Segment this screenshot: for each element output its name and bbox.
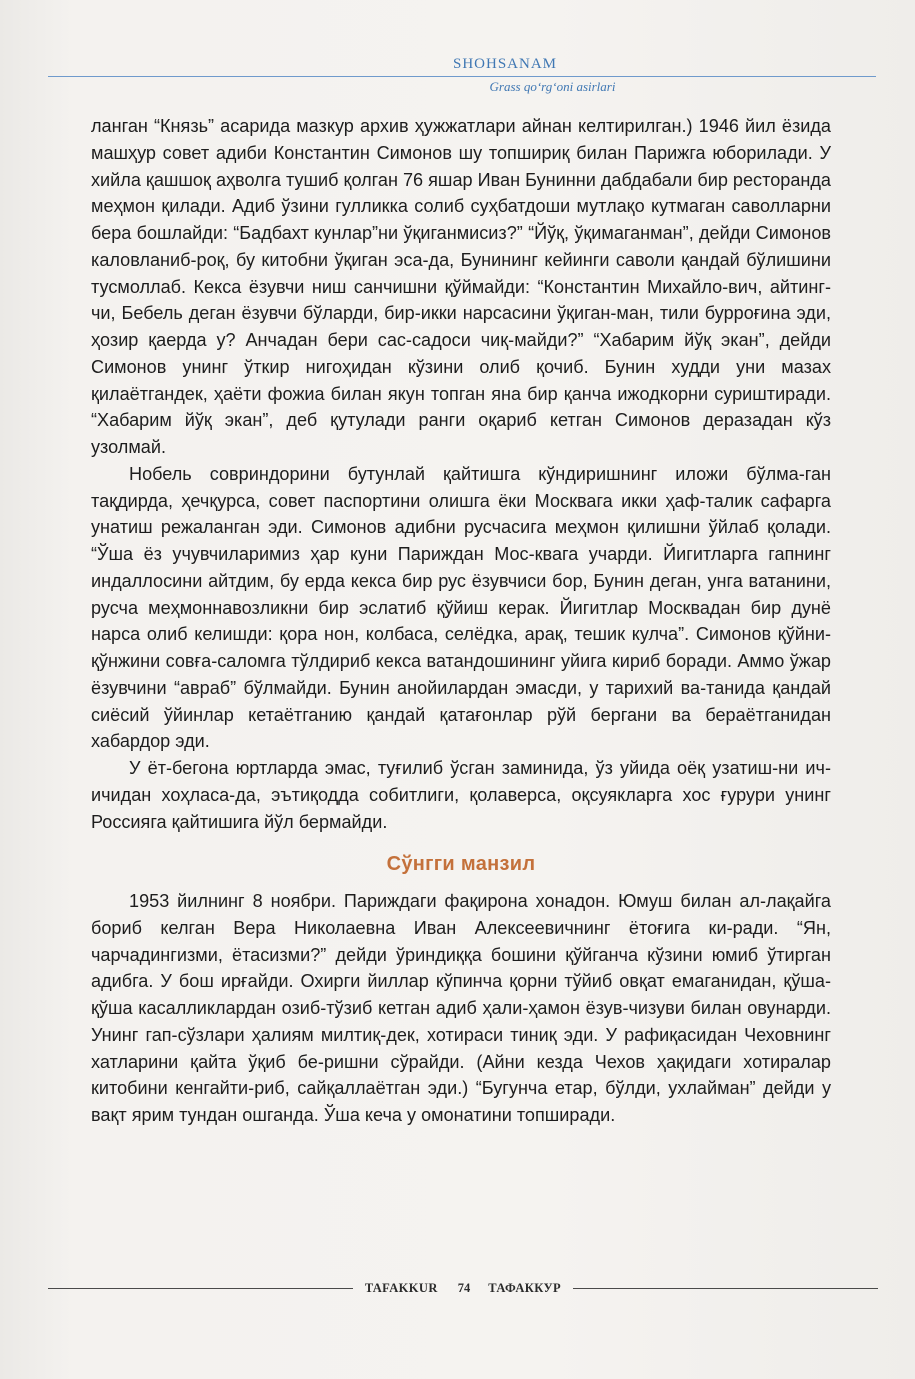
header-subtitle: Grass qo‘rg‘oni asirlari: [489, 79, 616, 94]
paragraph: Нобель совриндорини бутунлай қайтишга кўндиришнинг иложи бўлма-ган тақдирда, ҳечқурса, совет паспортини олишга ёки Москвага икки ҳаф-талик сафарга унатиш режаланган эди. Симонов адибни русчасига меҳмон қилишни ўйлаб қолади. “Ўша ёз учувчиларимиз ҳар куни Париждан Мос-квага учарди. Йигитларга гапнинг индаллосини айтдим, бу ерда кекса бир рус ёзувчиси бор, Бунин деган, унга ватанини, русча меҳмоннавозликни бир эслатиб қўйиш керак. Йигитлар Москвадан бир дунё нарса олиб келишди: қора нон, колбаса, селёдка, арақ, тешик кулча”. Симонов қўйни-қўнжини совға-саломга тўлдириб кекса ватандошининг уйига кириб боради. Аммо ўжар ёзувчини “авраб” бўлмайди. Бунин анойилардан эмасди, у тарихий ва-танида қандай сиёсий ўйинлар кетаётганию қандай қатағонлар рўй бергани ва бераётганидан хабардор эди.: [91, 463, 831, 752]
paragraph: У ёт-бегона юртларда эмас, туғилиб ўсган заминида, ўз уйида оёқ узатиш-ни ич-ичидан хоҳласа-да, эътиқодда собитлиги, қолаверса, оқсуякларга хос ғурури унинг Россияга қайтишига йўл бермайди.: [91, 758, 831, 832]
section-heading: Сўнгги манзил: [386, 853, 536, 876]
page-footer: [48, 1278, 878, 1298]
page-number: 74: [457, 1280, 471, 1295]
footer-rule-left: [48, 1288, 353, 1289]
header-title: SHOHSANAM: [452, 56, 558, 72]
footer-label-latin: TAFAKKUR: [364, 1280, 438, 1295]
footer-rule-right: [573, 1288, 878, 1289]
paragraph: 1953 йилнинг 8 ноябри. Париждаги фақирона хонадон. Юмуш билан ал-лақайга бориб келган Вера Николаевна Иван Алексеевичнинг ётоғига ки-ради. “Ян, чарчадингизми, ётасизми?” дейди ўриндиққа бошини қўйганча кўзини юмиб ўтирган адибга. У бош ирғайди. Охирги йиллар кўпинча қорни тўйиб овқат емаганидан, қўша-қўша касалликлардан озиб-тўзиб кетган адиб ҳали-ҳамон ёзув-чизуви билан овунарди. Унинг гап-сўзлари ҳалиям милтиқ-дек, хотираси тиниқ эди. У рафиқасидан Чеховнинг хатларини қайта ўқиб бе-ришни сўрайди. (Айни кезда Чехов ҳақидаги хотиралар китобини кенгайти-риб, сайқаллаётган эди.) “Бугунча етар, бўлди, ухлайман” дейди у вақт ярим тундан ошганда. Ўша кеча у омонатини топширади.: [91, 891, 831, 1125]
header-rule: [48, 76, 876, 77]
running-header: [0, 56, 915, 94]
paragraph: ланган “Князь” асарида мазкур архив ҳужжатлари айнан келтирилган.) 1946 йил ёзида машҳур совет адиби Константин Симонов шу топшириқ билан Парижга юборилади. У хийла қашшоқ аҳволга тушиб қолган 76 яшар Иван Бунинни дабдабали бир ресторанда меҳмон қилади. Адиб ўзини гулликка солиб суҳбатдоши мутлақо кутмаган саволларни бера бошлайди: “Бадбахт кунлар”ни ўқиганмисиз?” “Йўқ, ўқимаганман”, дейди Симонов каловланиб-роқ, бу китобни ўқиган эса-да, Бунининг кейинги саволи қандай бўлишини тусмоллаб. Кекса ёзувчи ниш санчишни қўймайди: “Константин Михайло-вич, айтинг-чи, Бебель деган ёзувчи бўларди, бир-икки нарсасини ўқиган-ман, тили бурроғина эди, ҳозир қаерда у? Анчадан бери сас-садоси чиқ-майди?” “Хабарим йўқ экан”, дейди Симонов унинг ўткир нигоҳидан кўзини олиб қочиб. Бунин худди уни мазах қилаётгандек, ҳаёти фожиа билан якун топган яна бир қанча ижодкорни суриштиради. “Хабарим йўқ экан”, деб қутулади ранги оқариб кетган Симонов деразадан кўз узолмай.: [91, 116, 831, 457]
footer-label-cyrillic: ТАФАККУР: [488, 1280, 562, 1295]
body-text: [91, 113, 831, 1129]
